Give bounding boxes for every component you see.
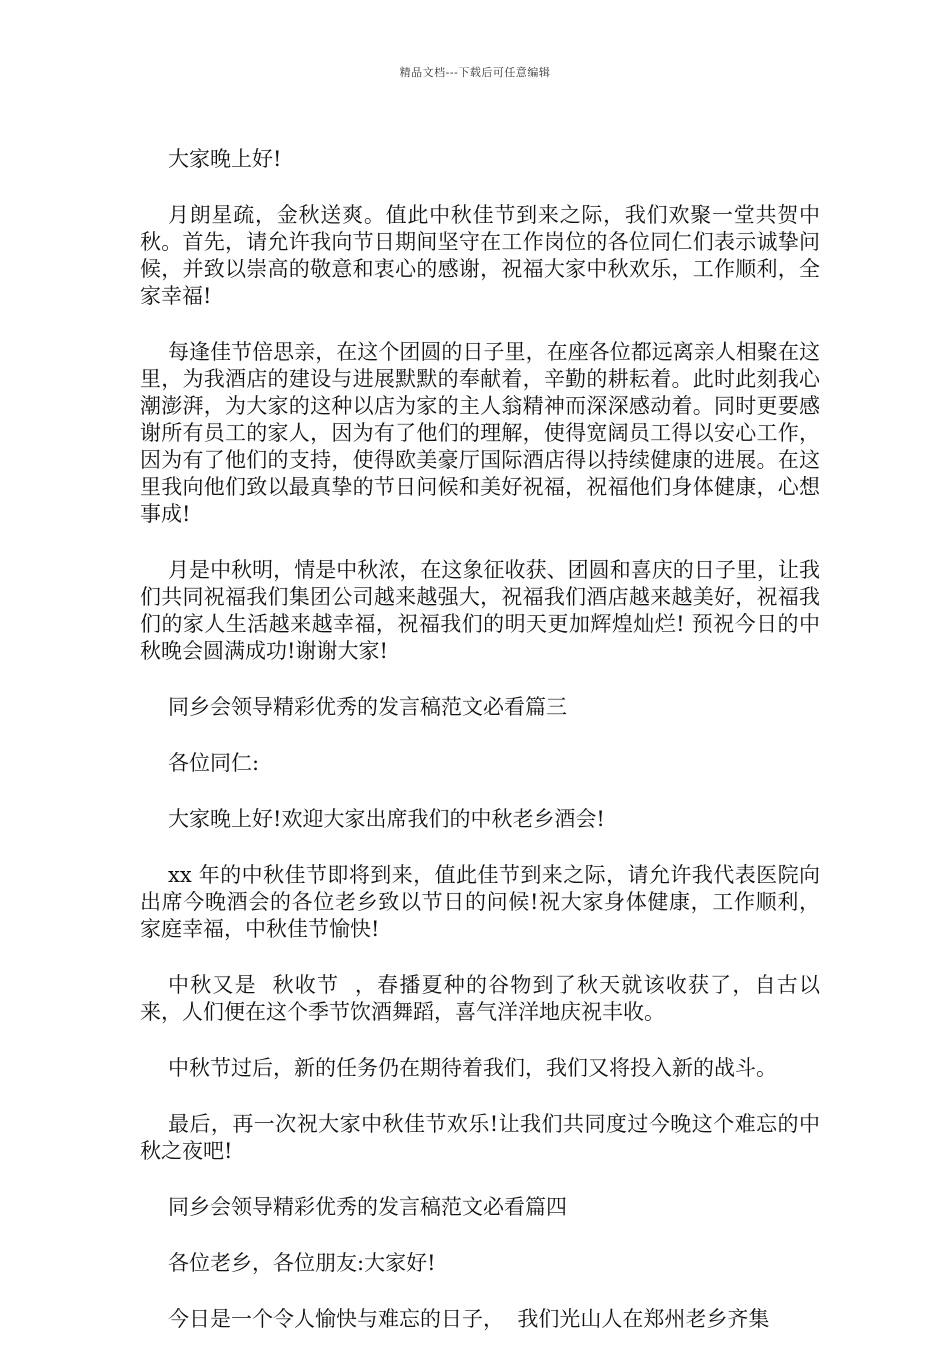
greeting-paragraph: 大家晚上好!欢迎大家出席我们的中秋老乡酒会! bbox=[168, 807, 605, 831]
section-heading: 同乡会领导精彩优秀的发言稿范文必看篇四 bbox=[168, 1195, 567, 1219]
body-paragraph: 今日是一个令人愉快与难忘的日子， 我们光山人在郑州老乡齐集 bbox=[168, 1307, 770, 1331]
body-paragraph: 中秋又是 秋收节 ，春播夏种的谷物到了秋天就该收获了，自古以来，人们便在这个季节饮酒舞蹈，喜气洋洋地庆祝丰收。 bbox=[140, 973, 820, 1024]
body-paragraph: 月朗星疏，金秋送爽。值此中秋佳节到来之际，我们欢聚一堂共贺中秋。首先，请允许我向节日期间坚守在工作岗位的各位同仁们表示诚挚问候，并致以崇高的敬意和衷心的感谢，祝福大家中秋欢乐，工作顺利，全家幸福! bbox=[140, 203, 820, 308]
body-paragraph: 最后，再一次祝大家中秋佳节欢乐!让我们共同度过今晚这个难忘的中秋之夜吧! bbox=[140, 1112, 820, 1163]
salutation-paragraph: 各位同仁: bbox=[168, 751, 260, 775]
document-body bbox=[140, 146, 820, 1362]
salutation-paragraph: 各位老乡，各位朋友:大家好! bbox=[168, 1251, 436, 1275]
body-paragraph: 中秋节过后，新的任务仍在期待着我们，我们又将投入新的战斗。 bbox=[168, 1056, 777, 1080]
page-header: 精品文档---下载后可任意编辑 bbox=[399, 66, 551, 79]
body-paragraph: 每逢佳节倍思亲，在这个团圆的日子里，在座各位都远离亲人相聚在这里，为我酒店的建设与进展默默的奉献着，辛勤的耕耘着。此时此刻我心潮澎湃，为大家的这种以店为家的主人翁精神而深深感动着。同时更要感谢所有员工的家人，因为有了他们的理解，使得宽阔员工得以安心工作，因为有了他们的支持，使得欧美豪厅国际酒店得以持续健康的进展。在这里我向他们致以最真挚的节日问候和美好祝福，祝福他们身体健康，心想事成! bbox=[140, 340, 820, 526]
greeting-paragraph: 大家晚上好! bbox=[168, 147, 282, 171]
body-paragraph: 月是中秋明，情是中秋浓，在这象征收获、团圆和喜庆的日子里，让我们共同祝福我们集团公司越来越强大，祝福我们酒店越来越美好，祝福我们的家人生活越来越幸福，祝福我们的明天更加辉煌灿烂! 预祝今日的中秋晚会圆满成功!谢谢大家! bbox=[140, 558, 820, 663]
section-heading: 同乡会领导精彩优秀的发言稿范文必看篇三 bbox=[168, 695, 567, 719]
body-paragraph: xx 年的中秋佳节即将到来，值此佳节到来之际，请允许我代表医院向出席今晚酒会的各位老乡致以节日的问候!祝大家身体健康，工作顺利，家庭幸福，中秋佳节愉快! bbox=[140, 863, 820, 941]
